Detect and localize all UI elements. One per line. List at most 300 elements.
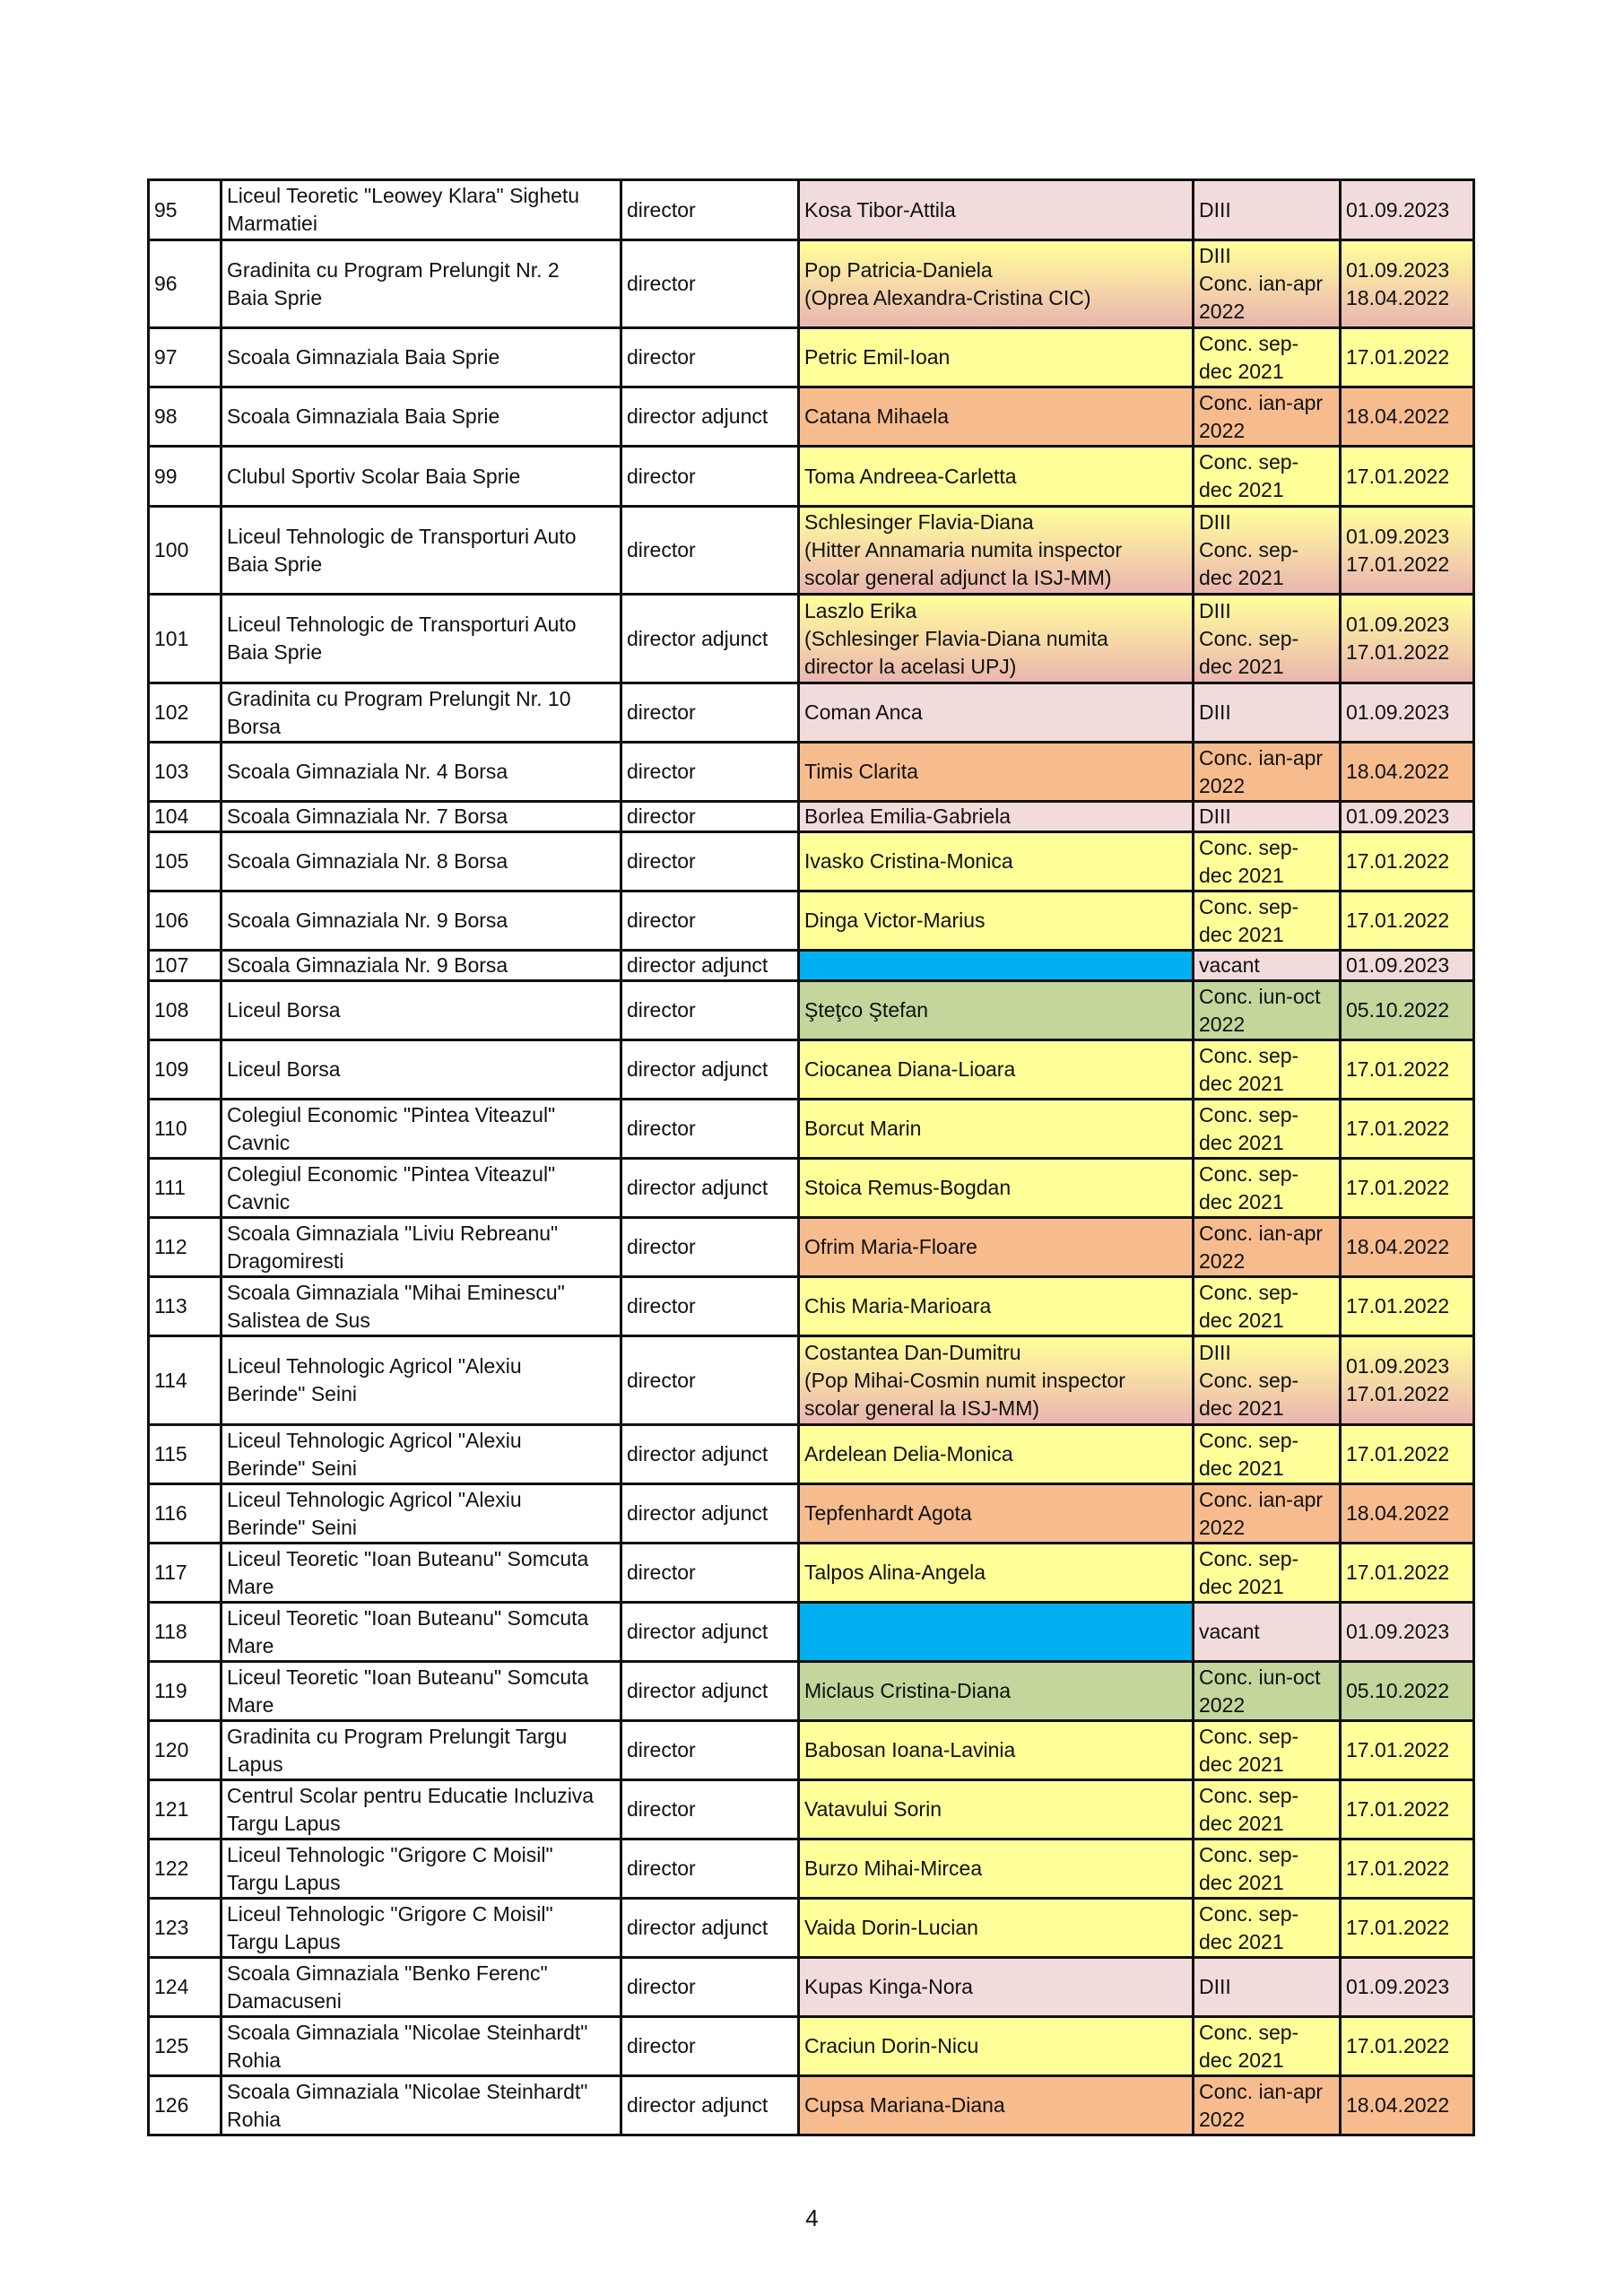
appointment-mode-cell-line: dec 2021 [1199, 478, 1284, 501]
appointment-mode-cell-line: dec 2021 [1199, 1308, 1284, 1332]
start-date-cell [1341, 743, 1474, 802]
table-row [149, 180, 1474, 240]
appointment-mode-cell-line: Conc. sep- [1199, 450, 1299, 474]
appointment-mode-cell-line: dec 2021 [1199, 1130, 1284, 1154]
table-row [149, 1040, 1474, 1100]
school-unit-cell [221, 328, 621, 387]
school-unit-cell-line: Scoala Gimnaziala "Nicolae Steinhardt" [227, 2079, 588, 2103]
school-unit-cell [221, 2076, 621, 2135]
school-unit-cell-line: Damacuseni [227, 1988, 342, 2013]
table-row [149, 743, 1474, 802]
start-date-cell [1341, 1277, 1474, 1336]
person-name-cell-line: Burzo Mihai-Mircea [804, 1857, 983, 1880]
person-name-cell-line: Kosa Tibor-Attila [804, 197, 956, 222]
school-unit-cell-line: Mare [227, 1574, 274, 1598]
row-number-cell: 118 [149, 1603, 221, 1662]
appointment-mode-cell-line: 2022 [1199, 1012, 1246, 1036]
appointment-mode-cell-line: DIII [1199, 197, 1231, 222]
appointment-mode-cell [1194, 1603, 1341, 1662]
start-date-cell-line: 01.09.2023 [1346, 1354, 1450, 1378]
person-name-cell [799, 1839, 1194, 1899]
start-date-cell-line: 17.01.2022 [1346, 1738, 1450, 1761]
person-name-cell-line: Craciun Dorin-Nicu [804, 2034, 979, 2057]
school-unit-cell [221, 802, 621, 832]
function-cell: director [621, 1721, 799, 1780]
appointment-mode-cell-line: 2022 [1199, 2107, 1246, 2131]
person-name-cell [799, 1425, 1194, 1484]
person-name-cell [799, 328, 1194, 387]
start-date-cell-line: 17.01.2022 [1346, 1857, 1450, 1880]
appointment-mode-cell-line: Conc. sep- [1199, 2020, 1299, 2044]
appointment-mode-cell-line: Conc. ian-apr [1199, 1487, 1324, 1511]
school-unit-cell-line: Gradinita cu Program Prelungit Nr. 10 [227, 686, 571, 710]
start-date-cell-line: 01.09.2023 [1346, 1975, 1450, 1998]
row-number-cell: 95 [149, 180, 221, 240]
school-unit-cell-line: Scoala Gimnaziala Baia Sprie [227, 404, 500, 428]
school-unit-cell-line: Scoala Gimnaziala "Liviu Rebreanu" [227, 1221, 559, 1245]
table-row [149, 1958, 1474, 2017]
school-unit-cell-line: Targu Lapus [227, 1870, 341, 1894]
person-name-cell-line: Coman Anca [804, 700, 923, 724]
school-unit-cell [221, 981, 621, 1040]
appointment-mode-cell [1194, 891, 1341, 951]
table-row [149, 240, 1474, 328]
person-name-cell-line: Vaida Dorin-Lucian [804, 1916, 978, 1939]
appointment-mode-cell [1194, 832, 1341, 891]
start-date-cell [1341, 802, 1474, 832]
start-date-cell [1341, 1603, 1474, 1662]
start-date-cell [1341, 1721, 1474, 1780]
row-number-cell: 98 [149, 387, 221, 447]
person-name-cell-line: Miclaus Cristina-Diana [804, 1679, 1012, 1702]
row-number-cell: 109 [149, 1040, 221, 1100]
function-cell: director [621, 1780, 799, 1839]
school-unit-cell [221, 507, 621, 595]
start-date-cell-line: 18.04.2022 [1346, 285, 1450, 309]
start-date-cell-line: 17.01.2022 [1346, 1382, 1450, 1405]
school-unit-cell-line: Scoala Gimnaziala Nr. 4 Borsa [227, 760, 508, 783]
person-name-cell [799, 802, 1194, 832]
row-number-cell: 104 [149, 802, 221, 832]
appointment-mode-cell-line: Conc. sep- [1199, 1842, 1299, 1866]
person-name-cell-line: Vatavului Sorin [804, 1797, 942, 1821]
appointment-mode-cell-line: Conc. sep- [1199, 538, 1299, 561]
school-unit-cell [221, 832, 621, 891]
start-date-cell-line: 18.04.2022 [1346, 760, 1450, 783]
row-number-cell: 119 [149, 1662, 221, 1721]
start-date-cell [1341, 683, 1474, 743]
start-date-cell-line: 18.04.2022 [1346, 1235, 1450, 1258]
person-name-cell-line: Petric Emil-Ioan [804, 345, 951, 369]
start-date-cell-line: 18.04.2022 [1346, 1501, 1450, 1525]
start-date-cell [1341, 832, 1474, 891]
appointment-mode-cell-line: DIII [1199, 1975, 1231, 1998]
table-row [149, 1484, 1474, 1544]
function-cell: director [621, 1277, 799, 1336]
person-name-cell [799, 1040, 1194, 1100]
start-date-cell-line: 17.01.2022 [1346, 2034, 1450, 2057]
appointment-mode-cell-line: Conc. sep- [1199, 1368, 1299, 1392]
function-cell: director [621, 1839, 799, 1899]
school-unit-cell [221, 447, 621, 507]
row-number-cell: 99 [149, 447, 221, 507]
appointment-mode-cell-line: vacant [1199, 953, 1260, 977]
appointment-mode-cell [1194, 595, 1341, 683]
table-row [149, 1839, 1474, 1899]
start-date-cell-line: 17.01.2022 [1346, 1294, 1450, 1318]
start-date-cell-line: 17.01.2022 [1346, 640, 1450, 664]
person-name-cell [799, 1218, 1194, 1277]
function-cell: director adjunct [621, 1662, 799, 1721]
appointment-mode-cell-line: Conc. sep- [1199, 1901, 1299, 1926]
school-unit-cell [221, 1100, 621, 1159]
school-unit-cell-line: Rohia [227, 2107, 282, 2131]
table-row [149, 891, 1474, 951]
appointment-mode-cell-line: dec 2021 [1199, 1396, 1284, 1420]
appointment-mode-cell [1194, 507, 1341, 595]
row-number-cell: 112 [149, 1218, 221, 1277]
row-number-cell: 116 [149, 1484, 221, 1544]
school-unit-cell [221, 1159, 621, 1218]
function-cell: director adjunct [621, 951, 799, 981]
person-name-cell [799, 1958, 1194, 2017]
appointment-mode-cell-line: 2022 [1199, 1248, 1246, 1273]
function-cell: director [621, 2017, 799, 2076]
start-date-cell [1341, 387, 1474, 447]
appointment-mode-cell [1194, 240, 1341, 328]
school-unit-cell [221, 891, 621, 951]
school-unit-cell-line: Scoala Gimnaziala Nr. 9 Borsa [227, 953, 508, 977]
row-number-cell: 122 [149, 1839, 221, 1899]
table-row [149, 2076, 1474, 2135]
table-row [149, 1336, 1474, 1425]
row-number-cell: 110 [149, 1100, 221, 1159]
row-number-cell: 120 [149, 1721, 221, 1780]
function-cell: director adjunct [621, 2076, 799, 2135]
person-name-cell [799, 1159, 1194, 1218]
school-unit-cell [221, 1958, 621, 2017]
appointment-mode-cell [1194, 1159, 1341, 1218]
function-cell: director [621, 743, 799, 802]
function-cell: director [621, 507, 799, 595]
school-unit-cell-line: Liceul Borsa [227, 998, 341, 1022]
school-unit-cell-line: Gradinita cu Program Prelungit Targu [227, 1724, 568, 1748]
appointment-mode-cell [1194, 1425, 1341, 1484]
function-cell: director adjunct [621, 1425, 799, 1484]
start-date-cell-line: 05.10.2022 [1346, 998, 1450, 1022]
start-date-cell-line: 18.04.2022 [1346, 404, 1450, 428]
person-name-cell [799, 1544, 1194, 1603]
person-name-cell-line: Costantea Dan-Dumitru [804, 1340, 1021, 1364]
start-date-cell-line: 01.09.2023 [1346, 257, 1450, 282]
start-date-cell [1341, 981, 1474, 1040]
start-date-cell-line: 17.01.2022 [1346, 552, 1450, 576]
function-cell: director [621, 832, 799, 891]
person-name-cell-line: Schlesinger Flavia-Diana [804, 510, 1034, 534]
person-name-cell [799, 743, 1194, 802]
person-name-cell [799, 1277, 1194, 1336]
appointment-mode-cell-line: DIII [1199, 244, 1231, 267]
appointment-mode-cell [1194, 951, 1341, 981]
appointment-mode-cell [1194, 1899, 1341, 1958]
school-unit-cell-line: Scoala Gimnaziala "Mihai Eminescu" [227, 1280, 565, 1304]
row-number-cell: 117 [149, 1544, 221, 1603]
table-row [149, 683, 1474, 743]
appointment-mode-cell-line: Conc. sep- [1199, 1102, 1299, 1126]
appointment-mode-cell-line: dec 2021 [1199, 1870, 1284, 1894]
school-unit-cell-line: Scoala Gimnaziala "Nicolae Steinhardt" [227, 2020, 588, 2044]
person-name-cell [799, 180, 1194, 240]
function-cell: director adjunct [621, 1899, 799, 1958]
person-name-cell [799, 1336, 1194, 1425]
start-date-cell-line: 01.09.2023 [1346, 804, 1450, 828]
appointment-mode-cell-line: dec 2021 [1199, 566, 1284, 589]
appointment-mode-cell [1194, 802, 1341, 832]
row-number-cell: 126 [149, 2076, 221, 2135]
function-cell: director [621, 1218, 799, 1277]
school-unit-cell-line: Scoala Gimnaziala Nr. 9 Borsa [227, 909, 508, 932]
table-row [149, 981, 1474, 1040]
school-unit-cell [221, 1721, 621, 1780]
start-date-cell-line: 17.01.2022 [1346, 849, 1450, 873]
school-unit-cell [221, 2017, 621, 2076]
appointment-mode-cell-line: Conc. sep- [1199, 1783, 1299, 1807]
appointment-mode-cell [1194, 981, 1341, 1040]
row-number-cell: 125 [149, 2017, 221, 2076]
row-number-cell: 123 [149, 1899, 221, 1958]
row-number-cell: 107 [149, 951, 221, 981]
school-unit-cell-line: Scoala Gimnaziala "Benko Ferenc" [227, 1961, 548, 1985]
person-name-cell-line: Dinga Victor-Marius [804, 909, 986, 932]
start-date-cell-line: 17.01.2022 [1346, 909, 1450, 932]
person-name-cell [799, 387, 1194, 447]
person-name-cell-line: (Oprea Alexandra-Cristina CIC) [804, 285, 1091, 309]
start-date-cell [1341, 328, 1474, 387]
school-unit-cell-line: Scoala Gimnaziala Baia Sprie [227, 345, 500, 369]
start-date-cell-line: 17.01.2022 [1346, 464, 1450, 488]
appointment-mode-cell-line: Conc. ian-apr [1199, 1221, 1324, 1245]
appointment-mode-cell-line: dec 2021 [1199, 1752, 1284, 1776]
appointment-mode-cell-line: 2022 [1199, 300, 1246, 323]
person-name-cell-line: Chis Maria-Marioara [804, 1294, 992, 1318]
school-unit-cell-line: Liceul Teoretic "Ioan Buteanu" Somcuta [227, 1605, 589, 1630]
school-unit-cell [221, 240, 621, 328]
function-cell: director adjunct [621, 595, 799, 683]
directors-table [147, 178, 1475, 2136]
person-name-cell [799, 2017, 1194, 2076]
appointment-mode-cell-line: Conc. ian-apr [1199, 2079, 1324, 2103]
row-number-cell: 113 [149, 1277, 221, 1336]
start-date-cell [1341, 595, 1474, 683]
appointment-mode-cell-line: Conc. ian-apr [1199, 390, 1324, 414]
table-row [149, 832, 1474, 891]
appointment-mode-cell [1194, 2017, 1341, 2076]
row-number-cell: 96 [149, 240, 221, 328]
start-date-cell [1341, 1425, 1474, 1484]
appointment-mode-cell [1194, 328, 1341, 387]
school-unit-cell-line: Baia Sprie [227, 640, 323, 664]
appointment-mode-cell-line: Conc. sep- [1199, 1043, 1299, 1067]
table-row [149, 1603, 1474, 1662]
person-name-cell [799, 240, 1194, 328]
row-number-cell: 106 [149, 891, 221, 951]
school-unit-cell [221, 1336, 621, 1425]
person-name-cell-line: Talpos Alina-Angela [804, 1561, 986, 1584]
person-name-cell-line: Ivasko Cristina-Monica [804, 849, 1013, 873]
appointment-mode-cell [1194, 1721, 1341, 1780]
school-unit-cell-line: Liceul Tehnologic "Grigore C Moisil" [227, 1842, 553, 1866]
appointment-mode-cell-line: Conc. sep- [1199, 835, 1299, 859]
school-unit-cell-line: Baia Sprie [227, 285, 323, 309]
appointment-mode-cell [1194, 2076, 1341, 2135]
table-row [149, 1544, 1474, 1603]
start-date-cell-line: 17.01.2022 [1346, 1057, 1450, 1081]
start-date-cell [1341, 1780, 1474, 1839]
appointment-mode-cell [1194, 1662, 1341, 1721]
start-date-cell-line: 17.01.2022 [1346, 1442, 1450, 1465]
start-date-cell-line: 01.09.2023 [1346, 1620, 1450, 1643]
appointment-mode-cell-line: DIII [1199, 598, 1231, 622]
start-date-cell-line: 17.01.2022 [1346, 1176, 1450, 1199]
row-number-cell: 105 [149, 832, 221, 891]
school-unit-cell-line: Dragomiresti [227, 1248, 344, 1273]
school-unit-cell [221, 683, 621, 743]
appointment-mode-cell-line: 2022 [1199, 1515, 1246, 1539]
function-cell: director adjunct [621, 1484, 799, 1544]
appointment-mode-cell [1194, 180, 1341, 240]
start-date-cell-line: 17.01.2022 [1346, 1117, 1450, 1140]
person-name-cell-line: (Pop Mihai-Cosmin numit inspector [804, 1368, 1125, 1392]
appointment-mode-cell-line: dec 2021 [1199, 922, 1284, 946]
school-unit-cell-line: Liceul Borsa [227, 1057, 341, 1081]
start-date-cell [1341, 891, 1474, 951]
row-number-cell: 103 [149, 743, 221, 802]
row-number-cell: 101 [149, 595, 221, 683]
person-name-cell-line: director la acelasi UPJ) [804, 654, 1017, 678]
appointment-mode-cell-line: dec 2021 [1199, 1189, 1284, 1213]
person-name-cell [799, 2076, 1194, 2135]
person-name-cell [799, 1603, 1194, 1662]
start-date-cell [1341, 1218, 1474, 1277]
appointment-mode-cell-line: Conc. ian-apr [1199, 745, 1324, 770]
person-name-cell-line: Pop Patricia-Daniela [804, 257, 993, 282]
start-date-cell [1341, 1544, 1474, 1603]
school-unit-cell-line: Liceul Tehnologic Agricol "Alexiu [227, 1428, 522, 1452]
person-name-cell [799, 981, 1194, 1040]
person-name-cell-line: scolar general adjunct la ISJ-MM) [804, 566, 1112, 589]
table-body [149, 180, 1474, 2135]
row-number-cell: 121 [149, 1780, 221, 1839]
table-row [149, 1899, 1474, 1958]
school-unit-cell-line: Baia Sprie [227, 552, 323, 576]
person-name-cell-line: Stoica Remus-Bogdan [804, 1176, 1012, 1199]
start-date-cell-line: 01.09.2023 [1346, 700, 1450, 724]
appointment-mode-cell-line: DIII [1199, 510, 1231, 534]
school-unit-cell-line: Clubul Sportiv Scolar Baia Sprie [227, 464, 521, 488]
function-cell: director [621, 683, 799, 743]
school-unit-cell-line: Targu Lapus [227, 1811, 341, 1835]
school-unit-cell-line: Cavnic [227, 1130, 291, 1154]
school-unit-cell [221, 1218, 621, 1277]
appointment-mode-cell [1194, 683, 1341, 743]
table-row [149, 507, 1474, 595]
school-unit-cell [221, 951, 621, 981]
person-name-cell [799, 1780, 1194, 1839]
table-row [149, 447, 1474, 507]
appointment-mode-cell-line: 2022 [1199, 773, 1246, 797]
function-cell: director [621, 1100, 799, 1159]
appointment-mode-cell-line: Conc. iun-oct [1199, 984, 1321, 1008]
function-cell: director adjunct [621, 1040, 799, 1100]
school-unit-cell [221, 1899, 621, 1958]
person-name-cell-line: Timis Clarita [804, 760, 918, 783]
function-cell: director adjunct [621, 1603, 799, 1662]
appointment-mode-cell [1194, 1218, 1341, 1277]
appointment-mode-cell [1194, 1484, 1341, 1544]
table-row [149, 1780, 1474, 1839]
school-unit-cell-line: Colegiul Economic "Pintea Viteazul" [227, 1161, 556, 1186]
start-date-cell [1341, 1159, 1474, 1218]
function-cell: director [621, 891, 799, 951]
row-number-cell: 124 [149, 1958, 221, 2017]
person-name-cell-line: Borlea Emilia-Gabriela [804, 804, 1012, 828]
person-name-cell-line: scolar general la ISJ-MM) [804, 1396, 1040, 1420]
school-unit-cell-line: Borsa [227, 714, 282, 738]
person-name-cell [799, 595, 1194, 683]
person-name-cell [799, 1721, 1194, 1780]
row-number-cell: 114 [149, 1336, 221, 1425]
school-unit-cell [221, 743, 621, 802]
row-number-cell: 97 [149, 328, 221, 387]
person-name-cell [799, 832, 1194, 891]
function-cell: director adjunct [621, 387, 799, 447]
start-date-cell [1341, 2017, 1474, 2076]
school-unit-cell-line: Scoala Gimnaziala Nr. 7 Borsa [227, 804, 508, 828]
start-date-cell [1341, 1484, 1474, 1544]
table-row [149, 595, 1474, 683]
start-date-cell-line: 17.01.2022 [1346, 1916, 1450, 1939]
school-unit-cell [221, 1544, 621, 1603]
function-cell: director [621, 1958, 799, 2017]
school-unit-cell-line: Mare [227, 1692, 274, 1717]
start-date-cell [1341, 1662, 1474, 1721]
person-name-cell-line: Borcut Marin [804, 1117, 922, 1140]
school-unit-cell [221, 1839, 621, 1899]
start-date-cell [1341, 1100, 1474, 1159]
school-unit-cell-line: Liceul Teoretic "Ioan Buteanu" Somcuta [227, 1546, 589, 1570]
school-unit-cell-line: Mare [227, 1633, 274, 1657]
person-name-cell-line: Catana Mihaela [804, 404, 950, 428]
school-unit-cell-line: Cavnic [227, 1189, 291, 1213]
row-number-cell: 108 [149, 981, 221, 1040]
school-unit-cell-line: Scoala Gimnaziala Nr. 8 Borsa [227, 849, 508, 873]
person-name-cell-line: Tepfenhardt Agota [804, 1501, 972, 1525]
start-date-cell [1341, 951, 1474, 981]
page-number: 4 [805, 2205, 819, 2231]
appointment-mode-cell-line: dec 2021 [1199, 1929, 1284, 1953]
school-unit-cell-line: Liceul Teoretic "Ioan Buteanu" Somcuta [227, 1665, 589, 1689]
appointment-mode-cell [1194, 447, 1341, 507]
start-date-cell [1341, 1040, 1474, 1100]
appointment-mode-cell [1194, 1100, 1341, 1159]
table-row [149, 951, 1474, 981]
table-row [149, 328, 1474, 387]
school-unit-cell-line: Salistea de Sus [227, 1308, 370, 1332]
start-date-cell-line: 01.09.2023 [1346, 524, 1450, 548]
school-unit-cell-line: Rohia [227, 2048, 282, 2072]
start-date-cell [1341, 1899, 1474, 1958]
appointment-mode-cell-line: 2022 [1199, 1692, 1246, 1717]
